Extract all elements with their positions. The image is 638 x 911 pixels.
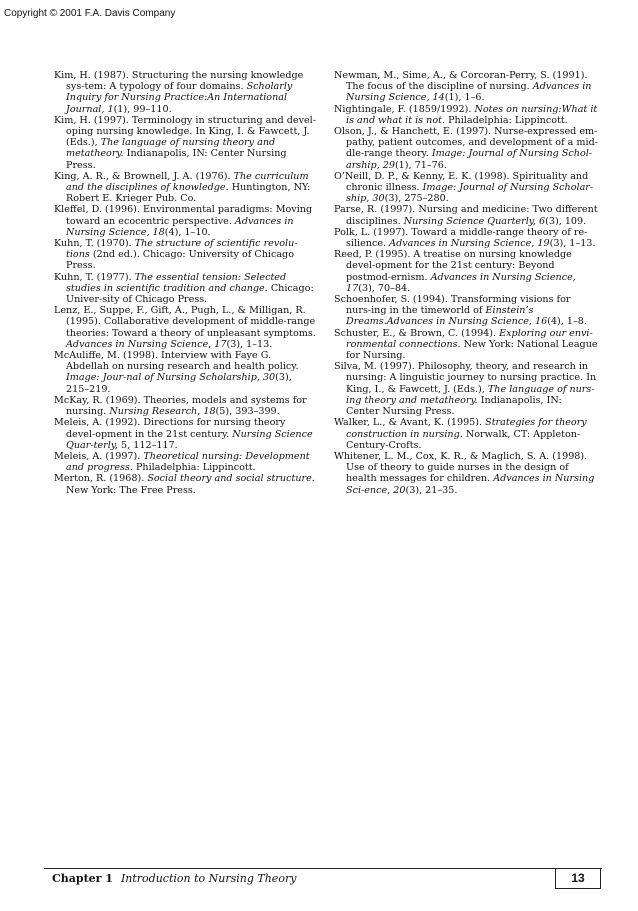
reference-entry: Meleis, A. (1997). Theoretical nursing: Development and progress. Philadelphia: Lippincott.	[54, 450, 310, 474]
reference-entry: Polk, L. (1997). Toward a middle-range theory of re-silience. Advances in Nursing Science, 19(3), 1–13.	[334, 226, 596, 250]
reference-entry: McAuliffe, M. (1998). Interview with Faye G. Abdellah on nursing research and health policy. Image: Jour-nal of Nursing Scholarship, 30(3), 215–219.	[54, 350, 299, 395]
reference-entry: Silva, M. (1997). Philosophy, theory, and research in nursing: A linguistic journey to nursing practice. In King, I., & Fawcett, J. (Eds.), The language of nurs-ing theory and metatheory. Indianapolis, IN: Center Nursing Press.	[334, 361, 597, 418]
reference-entry: Kuhn, T. (1970). The structure of scientific revolu-tions (2nd ed.). Chicago: University of Chicago Press.	[54, 238, 298, 272]
chapter-title: Introduction to Nursing Theory	[120, 872, 297, 885]
reference-entry: Whitener, L. M., Cox, K. R., & Maglich, S. A. (1998). Use of theory to guide nurses in the design of health messages for children. Advances in Nursing Sci-ence, 20(3), 21–35.	[334, 450, 595, 496]
reference-entry: O’Neill, D. P., & Kenny, E. K. (1998). Spirituality and chronic illness. Image: Journal of Nursing Scholar-ship, 30(3), 275–280.	[334, 170, 594, 205]
reference-entry: Lenz, E., Suppe, F., Gift, A., Pugh, L., & Milligan, R. (1995). Collaborative development of middle-range theories: Toward a theory of unpleasant symptoms. Advances in Nursing Science, 17(3), 1–13.	[54, 305, 316, 350]
footer-divider	[44, 868, 602, 869]
reference-entry: Meleis, A. (1992). Directions for nursing theory devel-opment in the 21st century. Nursing Science Quar-terly, 5, 112–117.	[54, 417, 313, 451]
copyright-notice: Copyright © 2001 F.A. Davis Company	[4, 8, 176, 19]
reference-entry: Schuster, E., & Brown, C. (1994). Exploring our envi-ronmental connections. New York: National League for Nursing.	[334, 327, 598, 362]
reference-entry: Nightingale, F. (1859/1992). Notes on nursing:What it is and what it is not. Philadelphia: Lippincott.	[334, 103, 598, 126]
reference-entry: Schoenhofer, S. (1994). Transforming visions for nurs-ing in the timeworld of Einstein’s Dreams.Advances in Nursing Science, 16(4), 1–8.	[334, 294, 587, 328]
reference-entry: Walker, L., & Avant, K. (1995). Strategies for theory construction in nursing. Norwalk, CT: Appleton-Century-Crofts.	[334, 417, 587, 451]
reference-entry: Kleffel, D. (1996). Environmental paradigms: Moving toward an ecocentric perspective. Advances in Nursing Science, 18(4), 1–10.	[54, 204, 313, 238]
reference-entry: Merton, R. (1968). Social theory and social structure. New York: The Free Press.	[54, 473, 315, 496]
reference-entry: McKay, R. (1969). Theories, models and systems for nursing. Nursing Research, 18(5), 393–399.	[54, 394, 307, 418]
reference-entry: Olson, J., & Hanchett, E. (1997). Nurse-expressed em-pathy, patient outcomes, and development of a mid-dle-range theory. Image: Journal of Nursing Schol-arship, 29(1), 71–76.	[334, 126, 598, 171]
page-number: 13	[555, 868, 601, 889]
running-footer	[52, 872, 296, 885]
reference-entry: Kim, H. (1997). Terminology in structuring and devel-oping nursing knowledge. In King, I. & Fawcett, J. (Eds.), The language of nursing theory and metatheory. Indianapolis, IN: Center Nursing Press.	[54, 114, 316, 171]
reference-entry: King, A. R., & Brownell, J. A. (1976). The curriculum and the disciplines of knowledge. Huntington, NY: Robert E. Krieger Pub. Co.	[54, 170, 311, 205]
reference-entry: Newman, M., Sime, A., & Corcoran-Perry, S. (1991). The focus of the discipline of nursing. Advances in Nursing Science, 14(1), 1–6.	[334, 70, 592, 104]
references-right-column	[334, 70, 598, 496]
reference-entry: Kuhn, T. (1977). The essential tension: Selected studies in scientific tradition and change. Chicago: Univer-sity of Chicago Press.	[54, 271, 314, 306]
reference-entry: Reed, P. (1995). A treatise on nursing knowledge devel-opment for the 21st century: Beyond postmod-ernism. Advances in Nursing Science, 17(3), 70–84.	[334, 249, 576, 294]
chapter-number: Chapter 1	[52, 872, 113, 885]
references-left-column	[54, 70, 316, 496]
reference-entry: Parse, R. (1997). Nursing and medicine: Two different disciplines. Nursing Science Quarterly, 6(3), 109.	[334, 204, 598, 227]
reference-entry: Kim, H. (1987). Structuring the nursing knowledge sys-tem: A typology of four domains. Scholarly Inquiry for Nursing Practice:An International Journal, 1(1), 99–110.	[54, 70, 304, 115]
